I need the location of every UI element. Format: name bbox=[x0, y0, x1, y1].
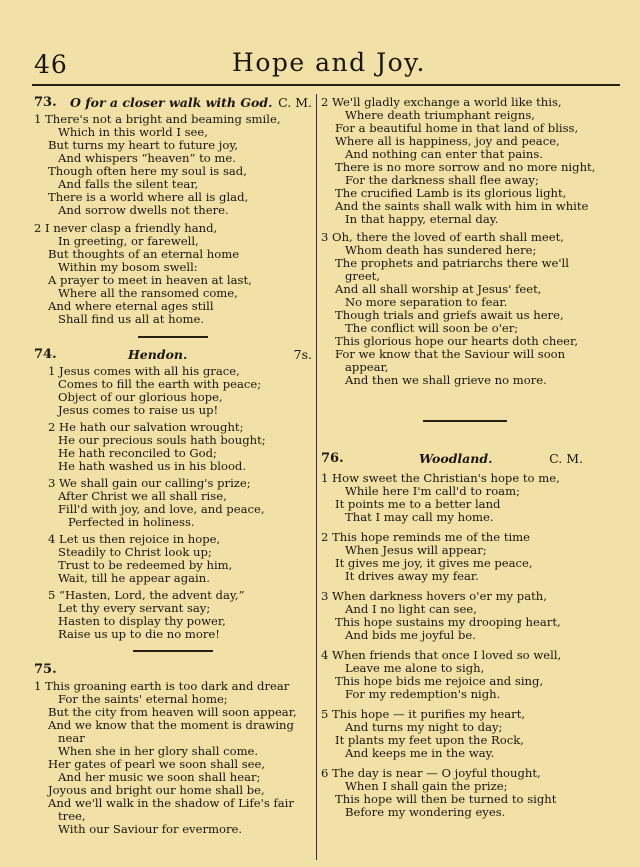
verse-line: 5 This hope — it purifies my heart, bbox=[321, 707, 526, 721]
verse-line: And whispers “heaven” to me. bbox=[58, 151, 236, 165]
verse-line: When I shall gain the prize; bbox=[345, 779, 508, 793]
verse-line: greet, bbox=[345, 269, 381, 283]
verse-line: With our Saviour for evermore. bbox=[58, 822, 243, 836]
verse-line: And bids me joyful be. bbox=[345, 628, 476, 642]
verse-line: appear, bbox=[345, 360, 389, 374]
verse-line: The conflict will soon be o'er; bbox=[345, 321, 519, 335]
verse-line: In that happy, eternal day. bbox=[345, 212, 499, 226]
verse-line: And sorrow dwells not there. bbox=[58, 203, 229, 217]
verse-line: Her gates of pearl we soon shall see, bbox=[48, 757, 266, 771]
verse-line: But thoughts of an eternal home bbox=[48, 247, 240, 261]
verse-line: There is a world where all is glad, bbox=[48, 190, 249, 204]
verse-line: In greeting, or farewell, bbox=[58, 234, 199, 248]
verse-line: He our precious souls hath bought; bbox=[58, 433, 266, 447]
hymn-75 bbox=[34, 663, 312, 836]
verse-line: And falls the silent tear, bbox=[58, 177, 199, 191]
verse-line: For we know that the Saviour will soon bbox=[335, 347, 566, 361]
hymn-75-continued bbox=[321, 96, 609, 387]
verse-line: near bbox=[58, 731, 85, 745]
verse-line: 6 The day is near — O joyful thought, bbox=[321, 766, 541, 780]
right-column bbox=[321, 96, 609, 819]
hymn-76-heading bbox=[321, 452, 609, 472]
verse-line: It points me to a better land bbox=[335, 497, 501, 511]
hymn-number: 74. bbox=[34, 347, 57, 362]
verse-line: And nothing can enter that pains. bbox=[345, 147, 543, 161]
verse-line: And we know that the moment is drawing bbox=[48, 718, 294, 732]
verse-line: 5 “Hasten, Lord, the advent day,” bbox=[48, 588, 245, 602]
hymn-76 bbox=[321, 452, 609, 819]
verse-line: 2 We'll gladly exchange a world like this, bbox=[321, 95, 562, 109]
hymn-75-heading bbox=[34, 663, 312, 680]
verse-line: And then we shall grieve no more. bbox=[345, 373, 547, 387]
verse-line: Perfected in holiness. bbox=[68, 515, 195, 529]
verse-line: It drives away my fear. bbox=[345, 569, 479, 583]
tune-name: Woodland. bbox=[419, 451, 493, 466]
hymn-meter: C. M. bbox=[549, 451, 583, 466]
verse-line: Raise us up to die no more! bbox=[58, 627, 220, 641]
verse-line: And where eternal ages still bbox=[48, 299, 214, 313]
verse-line: A prayer to meet in heaven at last, bbox=[48, 273, 252, 287]
verse-line: This hope will then be turned to sight bbox=[335, 792, 557, 806]
verse-line: This glorious hope our hearts doth cheer, bbox=[335, 334, 578, 348]
verse-line: Where all the ransomed come, bbox=[58, 286, 238, 300]
verse-line: For the darkness shall flee away; bbox=[345, 173, 539, 187]
hymn-number: 73. bbox=[34, 95, 57, 110]
verse-line: Jesus comes to raise us up! bbox=[58, 403, 219, 417]
hymn-number: 75. bbox=[34, 662, 57, 677]
hymn-73 bbox=[34, 96, 312, 326]
verse-line: Hasten to display thy power, bbox=[58, 614, 226, 628]
verse-line: 3 Oh, there the loved of earth shall meet, bbox=[321, 230, 564, 244]
verse-line: No more separation to fear. bbox=[345, 295, 508, 309]
verse-line: When Jesus will appear; bbox=[345, 543, 487, 557]
verse-line: And keeps me in the way. bbox=[345, 746, 495, 760]
verse-line: 3 We shall gain our calling's prize; bbox=[48, 476, 251, 490]
left-column bbox=[34, 96, 312, 836]
hymn-74-heading bbox=[34, 348, 312, 365]
verse-line: Before my wondering eyes. bbox=[345, 805, 506, 819]
verse-line: Though often here my soul is sad, bbox=[48, 164, 247, 178]
verse-line: Within my bosom swell: bbox=[58, 260, 198, 274]
verse-line: It gives me joy, it gives me peace, bbox=[335, 556, 533, 570]
verse-line: Shall find us all at home. bbox=[58, 312, 205, 326]
page-number: 46 bbox=[34, 50, 68, 79]
verse-line: 2 This hope reminds me of the time bbox=[321, 530, 531, 544]
hymn-meter: 7s. bbox=[293, 347, 312, 362]
verse-line: 1 Jesus comes with all his grace, bbox=[48, 364, 240, 378]
verse-line: There is no more sorrow and no more night, bbox=[335, 160, 596, 174]
verse-line: 1 How sweet the Christian's hope to me, bbox=[321, 471, 560, 485]
hymn-number: 76. bbox=[321, 451, 344, 466]
verse-line: And turns my night to day; bbox=[345, 720, 503, 734]
hymn-74 bbox=[34, 348, 312, 641]
verse-line: For a beautiful home in that land of bliss, bbox=[335, 121, 579, 135]
verse-line: After Christ we all shall rise, bbox=[58, 489, 227, 503]
verse-line: 1 There's not a bright and beaming smile, bbox=[34, 112, 281, 126]
verse-line: 2 He hath our salvation wrought; bbox=[48, 420, 244, 434]
tune-name: Hendon. bbox=[128, 347, 188, 362]
verse-line: 3 When darkness hovers o'er my path, bbox=[321, 589, 547, 603]
verse-line: Fill'd with joy, and love, and peace, bbox=[58, 502, 265, 516]
verse-line: When she in her glory shall come. bbox=[58, 744, 259, 758]
verse-line: That I may call my home. bbox=[345, 510, 494, 524]
verse-line: This hope sustains my drooping heart, bbox=[335, 615, 561, 629]
hymn-73-heading bbox=[34, 96, 312, 113]
verse-line: And I no light can see, bbox=[345, 602, 477, 616]
verse-line: But turns my heart to future joy, bbox=[48, 138, 239, 152]
verse-line: tree, bbox=[58, 809, 86, 823]
verse-line: For my redemption's nigh. bbox=[345, 687, 501, 701]
verse-line: And the saints shall walk with him in white bbox=[335, 199, 589, 213]
verse-line: This hope bids me rejoice and sing, bbox=[335, 674, 544, 688]
verse-line: Comes to fill the earth with peace; bbox=[58, 377, 262, 391]
verse-line: It plants my feet upon the Rock, bbox=[335, 733, 524, 747]
verse-line: And all shall worship at Jesus' feet, bbox=[335, 282, 542, 296]
verse-line: And her music we soon shall hear; bbox=[58, 770, 261, 784]
verse-line: 4 Let us then rejoice in hope, bbox=[48, 532, 221, 546]
verse-line: Let thy every servant say; bbox=[58, 601, 211, 615]
verse-line: Where death triumphant reigns, bbox=[345, 108, 535, 122]
verse-line: 2 I never clasp a friendly hand, bbox=[34, 221, 218, 235]
verse-line: He hath reconciled to God; bbox=[58, 446, 217, 460]
verse-line: Leave me alone to sigh, bbox=[345, 661, 485, 675]
verse-line: And we'll walk in the shadow of Life's fair bbox=[48, 796, 294, 810]
verse-line: For the saints' eternal home; bbox=[58, 692, 228, 706]
verse-line: Object of our glorious hope, bbox=[58, 390, 223, 404]
verse-line: The prophets and patriarchs there we'll bbox=[335, 256, 569, 270]
verse-line: While here I'm call'd to roam; bbox=[345, 484, 520, 498]
verse-line: 4 When friends that once I loved so well, bbox=[321, 648, 562, 662]
header-rule bbox=[32, 84, 620, 86]
verse-line: Though trials and griefs await us here, bbox=[335, 308, 564, 322]
verse-line: Which in this world I see, bbox=[58, 125, 208, 139]
page-title: Hope and Joy. bbox=[232, 48, 426, 77]
hymn-meter: C. M. bbox=[278, 95, 312, 110]
column-divider bbox=[316, 94, 317, 860]
verse-line: Where all is happiness, joy and peace, bbox=[335, 134, 560, 148]
verse-line: Joyous and bright our home shall be, bbox=[48, 783, 265, 797]
page-header bbox=[0, 0, 640, 90]
verse-line: The crucified Lamb is its glorious light, bbox=[335, 186, 567, 200]
verse-line: Wait, till he appear again. bbox=[58, 571, 210, 585]
verse-line: He hath washed us in his blood. bbox=[58, 459, 247, 473]
verse-line: Steadily to Christ look up; bbox=[58, 545, 212, 559]
verse-line: Whom death has sundered here; bbox=[345, 243, 537, 257]
tune-name: O for a closer walk with God. bbox=[70, 95, 273, 110]
verse-line: But the city from heaven will soon appear, bbox=[48, 705, 297, 719]
verse-line: 1 This groaning earth is too dark and drear bbox=[34, 679, 290, 693]
verse-line: Trust to be redeemed by him, bbox=[58, 558, 233, 572]
